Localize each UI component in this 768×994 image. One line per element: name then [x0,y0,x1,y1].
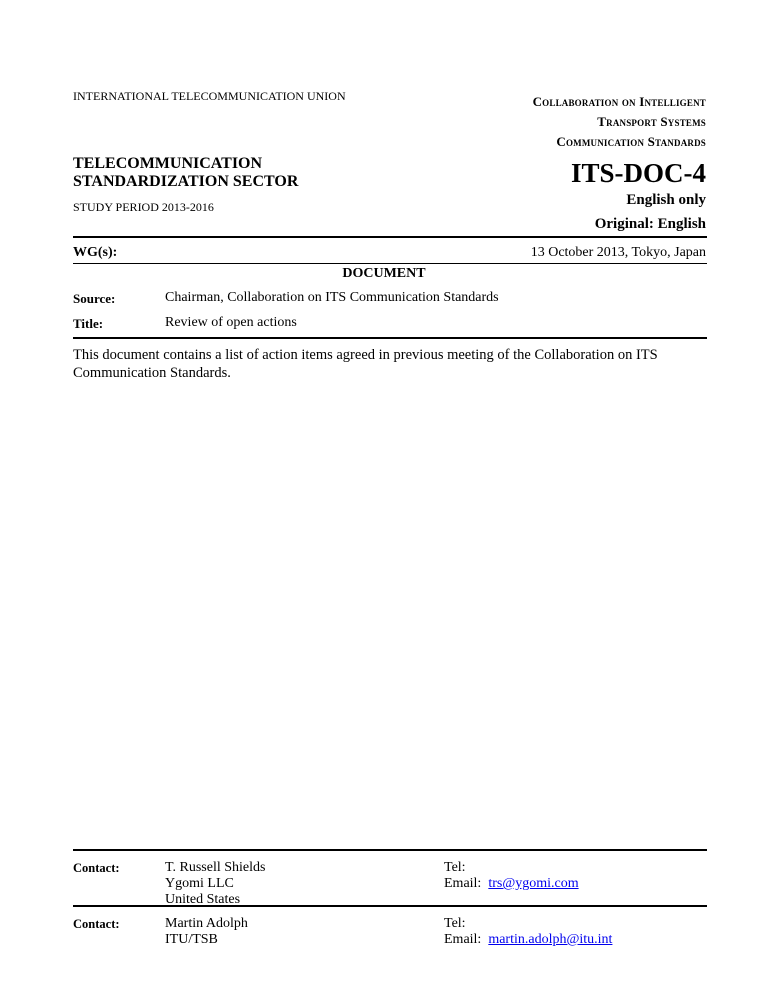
tel-label: Tel: [444,916,466,931]
collaboration-title [533,92,706,152]
study-period: STUDY PERIOD 2013-2016 [73,200,214,214]
title-label: Title: [73,316,104,331]
contact-label: Contact: [73,861,120,875]
abstract-text: This document contains a list of action items agreed in previous meeting of the Collaboration on ITS Communication Standards. [73,347,658,381]
source-value: Chairman, Collaboration on ITS Communication Standards [165,290,499,305]
document-type: DOCUMENT [342,266,426,281]
divider [73,337,707,339]
contact-organization: ITU/TSB [165,932,218,947]
contact-country: United States [165,892,241,907]
collaboration-line-1: Collaboration on Intelligent [532,94,706,109]
contact-phone-email [444,916,612,948]
email-link[interactable]: trs@ygomi.com [488,876,579,891]
contact-details [165,860,265,908]
contact-label: Contact: [73,917,120,931]
email-label: Email: [444,932,482,947]
sector-line-1: TELECOMMUNICATION [73,155,263,172]
sector-line-2: STANDARDIZATION SECTOR [73,173,299,190]
contact-name: Martin Adolph [165,916,248,931]
email-row [444,876,579,892]
tel-label: Tel: [444,860,466,875]
wg-label: WG(s): [73,245,118,260]
contact-organization: Ygomi LLC [165,876,234,891]
email-label: Email: [444,876,482,891]
title-value: Review of open actions [165,315,297,330]
collaboration-line-3: Communication Standards [556,134,706,149]
contact-divider [73,849,707,851]
original-language: Original: English [594,216,706,232]
source-label: Source: [73,291,116,306]
meeting-info: 13 October 2013, Tokyo, Japan [530,245,706,260]
email-row [444,932,612,948]
language-note: English only [626,192,706,208]
divider [73,236,707,238]
organization-name: INTERNATIONAL TELECOMMUNICATION UNION [73,89,346,103]
collaboration-line-2: Transport Systems [597,114,706,129]
contact-details [165,916,248,948]
contact-phone-email [444,860,579,892]
sector-name [73,155,298,191]
document-number: ITS-DOC-4 [570,158,706,188]
divider [73,263,707,264]
email-link[interactable]: martin.adolph@itu.int [488,932,613,947]
contact-divider [73,905,707,907]
contact-name: T. Russell Shields [165,860,266,875]
